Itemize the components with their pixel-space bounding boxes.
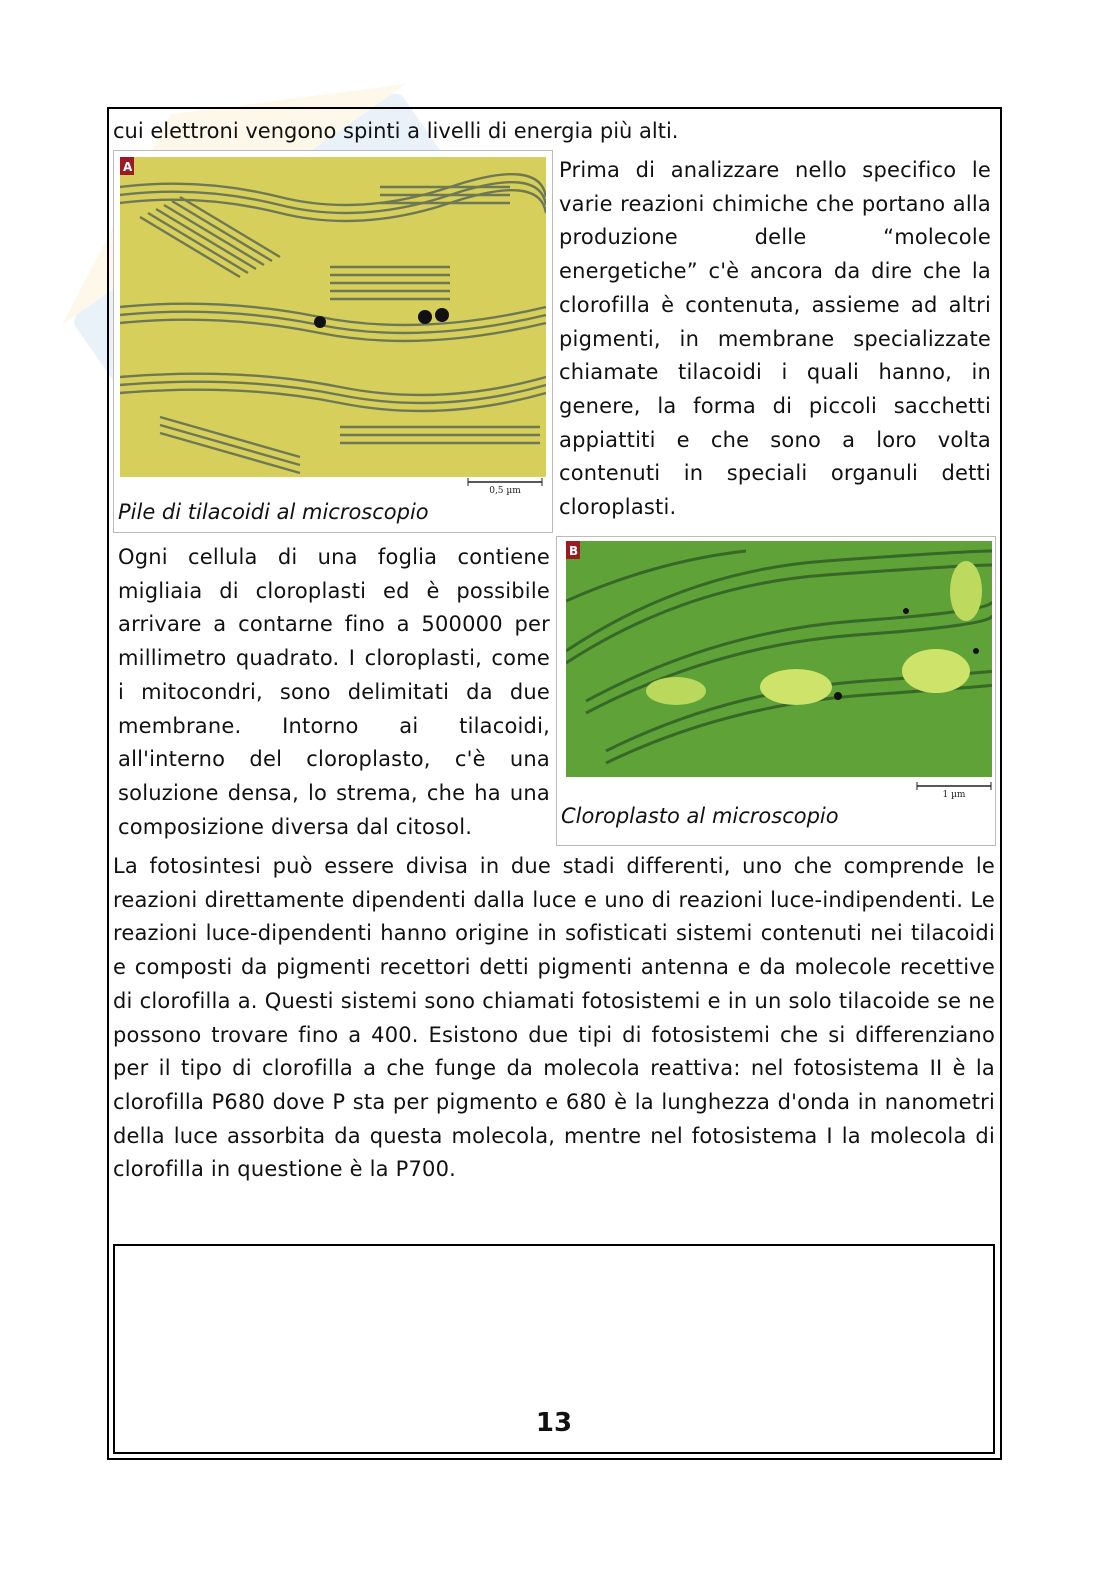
- figure-a-scalebar: [466, 477, 546, 495]
- chloroplast-micrograph: [566, 541, 992, 777]
- figure-b-scalebar: [915, 781, 995, 799]
- figure-b-caption: Cloroplasto al microscopio: [561, 804, 839, 828]
- figure-b-label: B: [569, 544, 579, 558]
- paragraph-left: Ogni cellula di una foglia contiene migliaia di cloroplasti ed è possibile arrivare a contarne fino a 500000 per millimetro quadrato. I cloroplasti, come i mitocondri, sono delimitati da due membrane. Intorno ai tilacoidi, all'interno del cloroplasto, c'è una soluzione densa, lo strema, che ha una composizione diversa dal citosol.: [118, 545, 550, 839]
- footer-box: [113, 1244, 995, 1454]
- page-number: 13: [535, 1408, 573, 1438]
- figure-a-frame: [113, 150, 553, 533]
- thylakoid-micrograph: [120, 157, 546, 477]
- figure-b-frame: [556, 536, 996, 846]
- figure-a-label: A: [123, 160, 133, 174]
- figure-a-scale-text: 0,5 µm: [489, 486, 521, 495]
- intro-line: cui elettroni vengono spinti a livelli di energia più alti.: [113, 119, 679, 143]
- paragraph-right: Prima di analizzare nello specifico le varie reazioni chimiche che portano alla produzione delle “molecole energetiche” c'è ancora da dire che la clorofilla è contenuta, assieme ad altri pigmenti, in membrane specializzate chiamate tilacoidi i quali hanno, in genere, la forma di piccoli sacchetti appiattiti e che sono a loro volta contenuti in speciali organuli detti cloroplasti.: [559, 158, 991, 520]
- figure-b-scale-text: 1 µm: [942, 790, 966, 799]
- paragraph-main: La fotosintesi può essere divisa in due stadi differenti, uno che comprende le reazioni direttamente dipendenti dalla luce e uno di reazioni luce-indipendenti. Le reazioni luce-dipendenti hanno origine in sofisticati sistemi contenuti nei tilacoidi e composti da pigmenti recettori detti pigmenti antenna e da molecole recettive di clorofilla a. Questi sistemi sono chiamati fotosistemi e in un solo tilacoide se ne possono trovare fino a 400. Esistono due tipi di fotosistemi che si differenziano per il tipo di clorofilla a che funge da molecola reattiva: nel fotosistema II è la clorofilla P680 dove P sta per pigmento e 680 è la lunghezza d'onda in nanometri della luce assorbita da questa molecola, mentre nel fotosistema I la molecola di clorofilla in questione è la P700.: [113, 854, 995, 1182]
- figure-a-caption: Pile di tilacoidi al microscopio: [118, 500, 429, 524]
